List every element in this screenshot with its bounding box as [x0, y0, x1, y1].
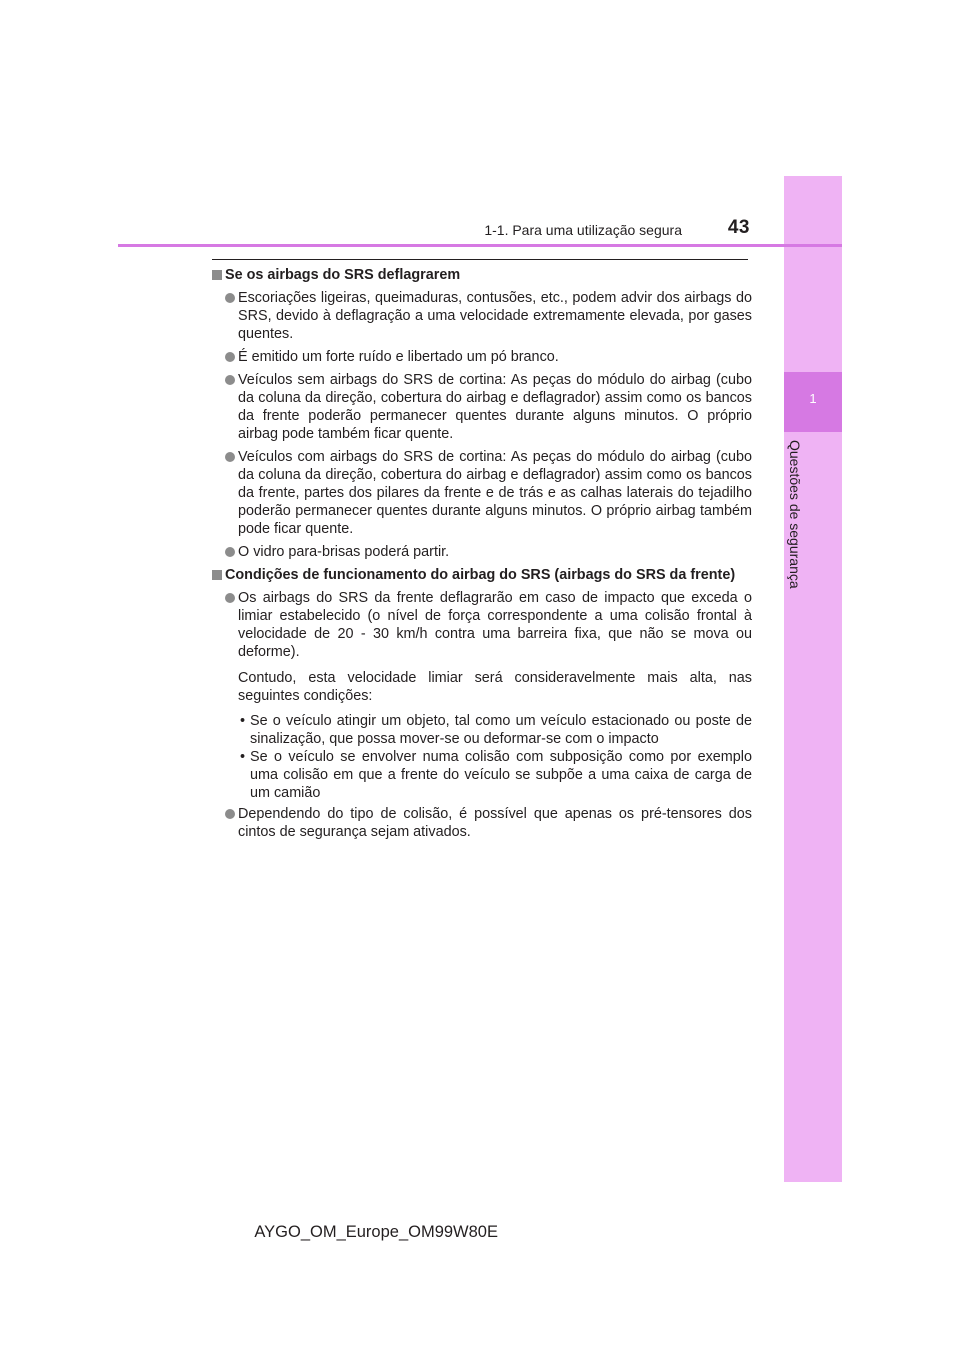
list-item: Veículos com airbags do SRS de cortina: As peças do módulo do airbag (cubo da coluna da direção, cobertura do airbag e deflagrador) assim como os bancos da frente, partes dos pilares da frente e de trás e as calhas laterais do tejadilho poderão permanecer quentes durante alguns minutos. O próprio airbag também pode ficar quente.	[212, 448, 752, 538]
heading-airbag-deployment: Se os airbags do SRS deflagrarem	[212, 266, 752, 284]
list-item: Escoriações ligeiras, queimaduras, contusões, etc., podem advir dos airbags do SRS, devido à deflagração a uma velocidade extremamente elevada, por gases quentes.	[212, 289, 752, 343]
page-number: 43	[727, 217, 750, 238]
header-rule	[118, 244, 842, 247]
round-bullet-icon	[225, 809, 235, 819]
list-item: Os airbags do SRS da frente deflagrarão em caso de impacto que exceda o limiar estabelecido (o nível de força correspondente a uma colisão frontal à velocidade de 20 - 30 km/h contra uma barreira fixa, que não se mova ou deforme).	[212, 589, 752, 661]
list-item: O vidro para-brisas poderá partir.	[212, 543, 752, 561]
round-bullet-icon	[225, 352, 235, 362]
paragraph-threshold: Contudo, esta velocidade limiar será consideravelmente mais alta, nas seguintes condições:	[238, 670, 752, 704]
round-bullet-icon	[225, 547, 235, 557]
dot-marker-icon: •	[240, 749, 246, 765]
list-item: É emitido um forte ruído e libertado um pó branco.	[212, 348, 752, 366]
sub-list-item: • Se o veículo atingir um objeto, tal como um veículo estacionado ou poste de sinalização, que possa mover-se ou deformar-se com o impacto	[240, 713, 752, 747]
round-bullet-icon	[225, 293, 235, 303]
chapter-label: Questões de segurança	[787, 440, 803, 589]
list-item: Veículos sem airbags do SRS de cortina: As peças do módulo do airbag (cubo da coluna da direção, cobertura do airbag e deflagrador) assim como os bancos da frente poderão permanecer quentes durante alguns minutos. O próprio airbag pode também ficar quente.	[212, 371, 752, 443]
square-bullet-icon	[212, 270, 222, 280]
chapter-tab-strip	[784, 176, 842, 1182]
sub-list	[212, 712, 752, 802]
heading-operating-conditions: Condições de funcionamento do airbag do SRS (airbags do SRS da frente)	[212, 566, 752, 584]
page-content	[212, 266, 752, 846]
round-bullet-icon	[225, 452, 235, 462]
dot-marker-icon: •	[240, 713, 246, 729]
chapter-number: 1	[809, 391, 817, 406]
section-rule	[212, 259, 748, 260]
square-bullet-icon	[212, 570, 222, 580]
document-code: AYGO_OM_Europe_OM99W80E	[254, 1223, 498, 1241]
sub-list-item: • Se o veículo se envolver numa colisão com subposição como por exemplo uma colisão em que a frente do veículo se subpõe a uma caixa de carga de um camião	[240, 749, 752, 801]
round-bullet-icon	[225, 375, 235, 385]
round-bullet-icon	[225, 593, 235, 603]
list-item: Dependendo do tipo de colisão, é possível que apenas os pré-tensores dos cintos de segurança sejam ativados.	[212, 805, 752, 841]
section-title: 1-1. Para uma utilização segura	[484, 222, 682, 238]
